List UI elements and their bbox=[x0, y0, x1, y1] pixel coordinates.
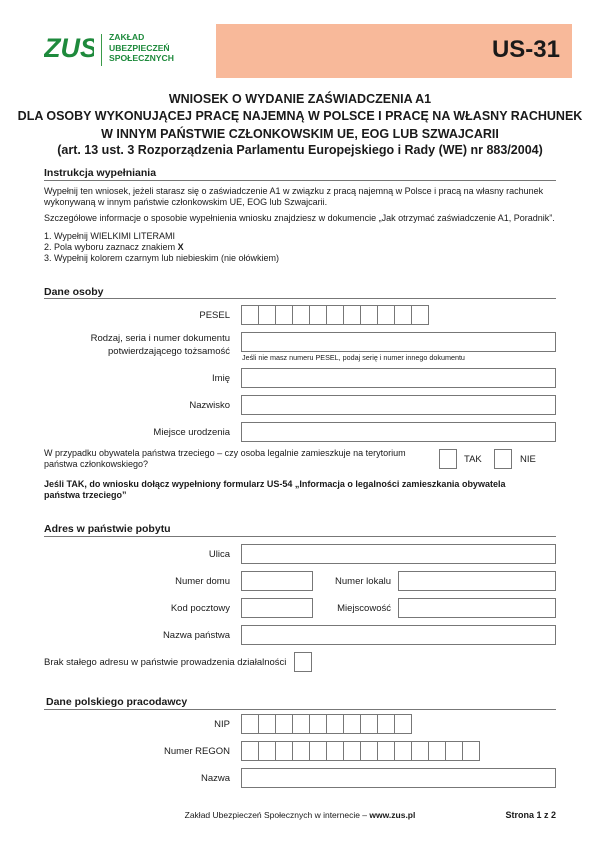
address-rule bbox=[44, 536, 556, 537]
nip-cell[interactable] bbox=[241, 714, 259, 734]
house-number-label: Numer domu bbox=[175, 576, 230, 587]
id-document-label-line-2: potwierdzającego tożsamość bbox=[108, 346, 230, 357]
nip-cell[interactable] bbox=[377, 714, 395, 734]
first-name-input[interactable] bbox=[241, 368, 556, 388]
city-input[interactable] bbox=[398, 598, 556, 618]
pesel-cell[interactable] bbox=[377, 305, 395, 325]
pesel-cell[interactable] bbox=[258, 305, 276, 325]
nip-cell[interactable] bbox=[394, 714, 412, 734]
nip-cell[interactable] bbox=[343, 714, 361, 734]
nip-label: NIP bbox=[214, 719, 230, 730]
nip-cell[interactable] bbox=[326, 714, 344, 734]
third-country-question-line-2: państwa członkowskiego? bbox=[44, 459, 149, 469]
no-checkbox[interactable] bbox=[494, 449, 512, 469]
regon-cells[interactable] bbox=[241, 741, 480, 761]
third-country-question-line-1: W przypadku obywatela państwa trzeciego – czy osoba legalnie zamieszkuje na terytorium bbox=[44, 448, 406, 458]
birthplace-label: Miejsce urodzenia bbox=[153, 427, 230, 438]
nip-cell[interactable] bbox=[292, 714, 310, 734]
regon-cell[interactable] bbox=[258, 741, 276, 761]
zus-logo-text: ZUS bbox=[44, 33, 94, 62]
title-line-2: DLA OSOBY WYKONUJĄCEJ PRACĘ NAJEMNĄ W POLSCE I PRACĘ NA WŁASNY RACHUNEK bbox=[17, 109, 583, 123]
birthplace-input[interactable] bbox=[241, 422, 556, 442]
regon-cell[interactable] bbox=[241, 741, 259, 761]
instructions-para-2: Szczegółowe informacje o sposobie wypełnienia wniosku znajdziesz w dokumencie „Jak otrzymać zaświadczenie A1, Poradnik”. bbox=[44, 213, 555, 223]
yes-label: TAK bbox=[464, 454, 482, 465]
street-label: Ulica bbox=[208, 549, 230, 560]
address-heading: Adres w państwie pobytu bbox=[44, 523, 171, 535]
instruction-item-1: 1. Wypełnij WIELKIMI LITERAMI bbox=[44, 231, 175, 241]
regon-cell[interactable] bbox=[445, 741, 463, 761]
no-fixed-address-label: Brak stałego adresu w państwie prowadzenia działalności bbox=[44, 657, 287, 668]
legal-residence-note-line-1: Jeśli TAK, do wniosku dołącz wypełniony formularz US-54 „Informacja o legalności zamieszkania obywatela bbox=[44, 479, 506, 489]
pesel-cell[interactable] bbox=[241, 305, 259, 325]
pesel-cell[interactable] bbox=[326, 305, 344, 325]
id-document-input[interactable] bbox=[241, 332, 556, 352]
instruction-item-2-mark: X bbox=[177, 242, 184, 252]
regon-cell[interactable] bbox=[377, 741, 395, 761]
city-label: Miejscowość bbox=[337, 603, 391, 614]
regon-cell[interactable] bbox=[343, 741, 361, 761]
id-document-label bbox=[44, 332, 230, 358]
pesel-label: PESEL bbox=[199, 310, 230, 321]
pesel-cell[interactable] bbox=[411, 305, 429, 325]
regon-cell[interactable] bbox=[462, 741, 480, 761]
id-document-label-line-1: Rodzaj, seria i numer dokumentu bbox=[90, 333, 230, 344]
apartment-number-label: Numer lokalu bbox=[335, 576, 391, 587]
org-name-line-3: SPOŁECZNYCH bbox=[109, 53, 174, 63]
pesel-cell[interactable] bbox=[309, 305, 327, 325]
instruction-item-2 bbox=[44, 242, 184, 253]
country-label: Nazwa państwa bbox=[162, 630, 230, 641]
pesel-cell[interactable] bbox=[292, 305, 310, 325]
person-rule bbox=[44, 298, 556, 299]
last-name-input[interactable] bbox=[241, 395, 556, 415]
pesel-cell[interactable] bbox=[275, 305, 293, 325]
title-line-3: W INNYM PAŃSTWIE CZŁONKOWSKIM UE, EOG LUB SZWAJCARII bbox=[101, 127, 499, 141]
org-name-line-1: ZAKŁAD bbox=[109, 32, 145, 42]
regon-cell[interactable] bbox=[360, 741, 378, 761]
org-name-line-2: UBEZPIECZEŃ bbox=[109, 42, 170, 53]
postal-code-label: Kod pocztowy bbox=[170, 603, 230, 614]
zus-logo bbox=[44, 32, 94, 62]
regon-cell[interactable] bbox=[428, 741, 446, 761]
instructions-para-1-line-1: Wypełnij ten wniosek, jeżeli starasz się o zaświadczenie A1 w związku z pracą najemną w Polsce i pracą na własny rachunek bbox=[44, 186, 544, 196]
street-input[interactable] bbox=[241, 544, 556, 564]
regon-label: Numer REGON bbox=[164, 746, 230, 757]
pesel-cells[interactable] bbox=[241, 305, 429, 325]
instruction-item-3: 3. Wypełnij kolorem czarnym lub niebieskim (nie ołówkiem) bbox=[44, 253, 279, 263]
yes-checkbox[interactable] bbox=[439, 449, 457, 469]
instructions-rule bbox=[44, 180, 556, 181]
pesel-cell[interactable] bbox=[360, 305, 378, 325]
instructions-heading: Instrukcja wypełniania bbox=[44, 167, 157, 179]
pesel-cell[interactable] bbox=[343, 305, 361, 325]
footer-text-prefix: Zakład Ubezpieczeń Społecznych w internecie – bbox=[184, 810, 370, 820]
no-fixed-address-checkbox[interactable] bbox=[294, 652, 312, 672]
title-line-1: WNIOSEK O WYDANIE ZAŚWIADCZENIA A1 bbox=[168, 92, 432, 106]
legal-residence-note-line-2: państwa trzeciego” bbox=[44, 490, 127, 500]
employer-rule bbox=[44, 709, 556, 710]
id-document-hint: Jeśli nie masz numeru PESEL, podaj serię i numer innego dokumentu bbox=[242, 353, 465, 362]
country-input[interactable] bbox=[241, 625, 556, 645]
last-name-label: Nazwisko bbox=[189, 400, 230, 411]
employer-heading: Dane polskiego pracodawcy bbox=[46, 696, 188, 708]
employer-name-input[interactable] bbox=[241, 768, 556, 788]
apartment-number-input[interactable] bbox=[398, 571, 556, 591]
regon-cell[interactable] bbox=[411, 741, 429, 761]
nip-cell[interactable] bbox=[258, 714, 276, 734]
nip-cells[interactable] bbox=[241, 714, 412, 734]
regon-cell[interactable] bbox=[326, 741, 344, 761]
first-name-label: Imię bbox=[212, 373, 230, 384]
footer-url-link[interactable]: www.zus.pl bbox=[369, 810, 416, 820]
regon-cell[interactable] bbox=[394, 741, 412, 761]
regon-cell[interactable] bbox=[309, 741, 327, 761]
nip-cell[interactable] bbox=[360, 714, 378, 734]
form-code: US-31 bbox=[491, 36, 560, 63]
person-heading: Dane osoby bbox=[44, 286, 104, 298]
title-line-4: (art. 13 ust. 3 Rozporządzenia Parlamentu Europejskiego i Rady (WE) nr 883/2004) bbox=[57, 143, 543, 157]
regon-cell[interactable] bbox=[292, 741, 310, 761]
nip-cell[interactable] bbox=[309, 714, 327, 734]
org-name bbox=[109, 32, 174, 64]
pesel-cell[interactable] bbox=[394, 305, 412, 325]
nip-cell[interactable] bbox=[275, 714, 293, 734]
instruction-item-2-text: 2. Pola wyboru zaznacz znakiem bbox=[44, 242, 178, 252]
instructions-para-1-line-2: wykonywaną w innym państwie członkowskim UE, EOG lub Szwajcarii. bbox=[44, 197, 328, 207]
page-number: Strona 1 z 2 bbox=[505, 810, 556, 820]
employer-name-label: Nazwa bbox=[200, 773, 230, 784]
regon-cell[interactable] bbox=[275, 741, 293, 761]
no-label: NIE bbox=[520, 454, 536, 465]
logo-separator bbox=[101, 34, 102, 66]
